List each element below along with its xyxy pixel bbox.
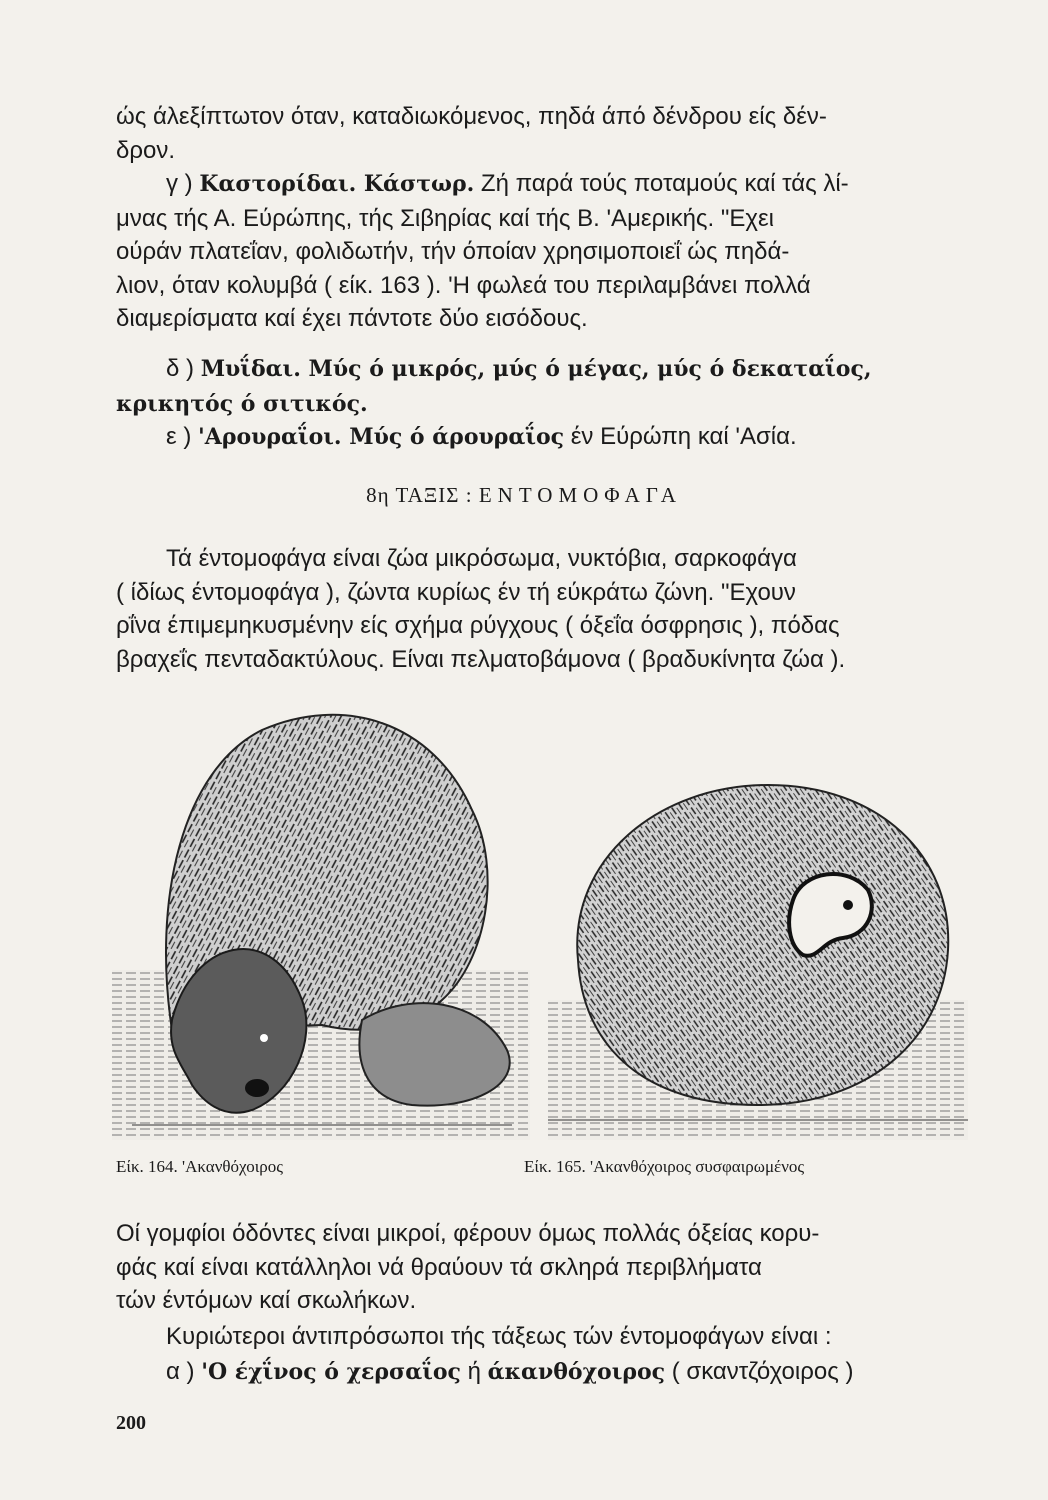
text-line: λιον, όταν κολυμβά ( είκ. 163 ). 'Η φωλεά του περιλαμβάνει πολλά: [116, 271, 811, 299]
figure-caption-165: Είκ. 165. 'Ακανθόχοιρος συσφαιρωμένος: [524, 1157, 805, 1176]
text-line: μνας τής Α. Εύρώπης, τής Σιβηρίας καί τής Β. 'Αμερικής. "Εχει: [116, 204, 774, 232]
paragraph-arouraioi: [116, 420, 966, 455]
text-line: ούράν πλατεΐαν, φολιδωτήν, τήν όποίαν χρησιμοποιεΐ ώς πηδά-: [116, 238, 790, 265]
paragraph-representatives: [116, 1320, 966, 1354]
text-line: ή: [460, 1358, 488, 1385]
text-line: τών έντόμων καί σκωλήκων.: [116, 1287, 417, 1314]
section-heading: [0, 483, 1048, 508]
list-marker: γ ): [166, 170, 200, 197]
bold-term: Καστορίδαι. Κάστωρ.: [199, 171, 475, 197]
heading-prefix: 8η ΤΑΞΙΣ :: [366, 483, 479, 507]
list-marker: ε ): [166, 423, 199, 450]
figure-caption-164: Είκ. 164. 'Ακανθόχοιρος: [116, 1157, 283, 1176]
paragraph-flying-squirrel: [116, 100, 966, 167]
text-line: δρον.: [116, 136, 176, 164]
bold-term: Μυΐδαι. Μύς ό μικρός, μύς ό μέγας, μύς ό δεκαταΐος,: [200, 356, 872, 382]
list-marker: δ ): [166, 355, 201, 382]
text-line: ρΐνα έπιμεμηκυσμένην είς σχήμα ρύγχους ( όξεΐα όσφρησις ), πόδας: [116, 612, 840, 639]
text-line: ( σκαντζόχοιρος ): [665, 1358, 854, 1385]
text-line: διαμερίσματα καί έχει πάντοτε δύο εισόδους.: [116, 305, 588, 332]
paragraph-castoridae: [116, 167, 966, 336]
text-line: έν Εύρώπη καί 'Ασία.: [564, 423, 797, 450]
bold-term: κρικητός ό σιτικός.: [116, 390, 368, 417]
paragraph-hedgehog: [116, 1355, 966, 1390]
bold-term: 'Αρουραΐοι. Μύς ό άρουραΐος: [198, 424, 565, 450]
page-number: 200: [116, 1412, 146, 1434]
paragraph-insectivora: [116, 542, 966, 676]
text-line: ώς άλεξίπτωτον όταν, καταδιωκόμενος, πηδά άπό δένδρου είς δέν-: [116, 103, 827, 130]
rolled-hedgehog-illustration: [548, 760, 968, 1140]
heading-title: ΕΝΤΟΜΟΦΑΓΑ: [478, 483, 682, 507]
list-marker: α ): [166, 1358, 202, 1385]
hedgehog-illustration: [112, 700, 530, 1140]
bold-term: άκανθόχοιρος: [487, 1359, 666, 1385]
text-line: φάς καί είναι κατάλληλοι νά θραύουν τά σκληρά περιβλήματα: [116, 1253, 762, 1281]
paragraph-molars: [116, 1217, 966, 1318]
text-line: ( ίδίως έντομοφάγα ), ζώντα κυρίως έν τή εύκράτω ζώνη. "Εχουν: [116, 578, 796, 606]
text-line: Οί γομφίοι όδόντες είναι μικροί, φέρουν όμως πολλάς όξείας κορυ-: [116, 1220, 820, 1247]
text-line: Ζή παρά τούς ποταμούς καί τάς λί-: [474, 170, 849, 197]
text-line: βραχεΐς πενταδακτύλους. Είναι πελματοβάμονα ( βραδυκίνητα ζώα ).: [116, 645, 846, 673]
text-line: Τά έντομοφάγα είναι ζώα μικρόσωμα, νυκτόβια, σαρκοφάγα: [166, 545, 797, 572]
bold-term: 'Ο έχΐνος ό χερσαΐος: [201, 1359, 461, 1385]
text-line: Κυριώτεροι άντιπρόσωποι τής τάξεως τών έντομοφάγων είναι :: [166, 1323, 832, 1350]
paragraph-muridae: [116, 352, 966, 421]
